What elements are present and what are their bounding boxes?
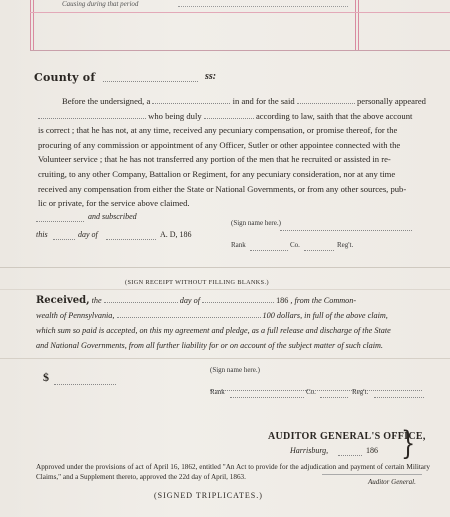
blank-field	[38, 110, 146, 119]
payment-rank-blank	[230, 389, 304, 398]
receipt-from: , from the Common-	[290, 296, 357, 305]
co-blank	[304, 242, 334, 251]
ledger-rule	[30, 0, 31, 50]
receipt-dollars: 100 dollars, in full of the above claim,	[262, 311, 388, 320]
affidavit-line: who being duly	[148, 110, 202, 121]
sign-receipt-note: (SIGN RECEIPT WITHOUT FILLING BLANKS.)	[125, 279, 269, 286]
blank-field	[202, 294, 274, 303]
affidavit-line: cruiting, to any other Company, Battalion or Regiment, for any pecuniary consideration, nor at any time	[38, 168, 396, 179]
affidavit-line: Before the undersigned, a	[62, 96, 151, 106]
ledger-rule	[358, 0, 359, 50]
affidavit-line: received any compensation from either the State or National Governments, or from any other sources, pub-	[38, 183, 407, 194]
auditor-office-title: AUDITOR GENERAL'S OFFICE,	[268, 431, 426, 442]
signed-triplicates: (SIGNED TRIPLICATES.)	[154, 491, 263, 500]
top-partial-text: Causing during that period	[62, 0, 139, 8]
payment-co-blank	[320, 389, 348, 398]
affidavit-line: is correct ; that he has not, at any time, received any pecuniary compensation, or promise thereof, for the	[38, 125, 398, 136]
blank-field	[104, 294, 178, 303]
payment-sign-label: (Sign name here.)	[210, 366, 260, 374]
ledger-rule	[30, 50, 450, 51]
separator-rule	[0, 267, 450, 268]
receipt-wealth: wealth of Pennsylvania,	[36, 311, 115, 320]
separator-rule	[0, 289, 450, 290]
affidavit-line: procuring of any commission or appointment of any Officer, Sutler or other appointee connected with the	[38, 139, 401, 150]
amount-blank	[54, 376, 116, 385]
receipt-day-of: day of	[179, 296, 200, 305]
receipt-the: the	[91, 296, 102, 305]
blank-field	[152, 95, 230, 104]
brace-mark: }	[401, 424, 416, 462]
sign-name-label: (Sign name here.)	[231, 219, 281, 227]
ad-label: A. D, 186	[160, 230, 192, 239]
county-blank	[103, 73, 198, 82]
affidavit-text	[38, 94, 430, 211]
approved-text: Approved under the provisions of act of April 16, 1862, entitled "An Act to provide for the adjudication and payment of certain Military Claims," and a Supplement thereto, approved the 22d day of April, 1863.	[36, 463, 430, 481]
dollar-sign: $	[43, 370, 49, 384]
and-subscribed: and subscribed	[88, 212, 137, 221]
county-heading: County of	[34, 71, 96, 84]
ss-mark: ss:	[205, 71, 217, 82]
receipt-text	[36, 293, 434, 353]
blank-field	[297, 95, 355, 104]
ledger-rule	[33, 0, 34, 50]
separator-rule	[0, 358, 450, 359]
affidavit-line: according to law, saith that the above account	[255, 110, 413, 121]
payment-regt-blank	[374, 389, 424, 398]
day-of-label: day of	[78, 230, 98, 239]
regt-label: Reg't.	[337, 241, 354, 249]
affidavit-line: lic or private, for the service above claimed.	[38, 198, 190, 209]
payment-rank-label: Rank	[210, 388, 225, 396]
signature-blank	[280, 222, 412, 231]
sworn-blank	[36, 213, 84, 222]
date-blank	[338, 447, 362, 456]
office-year: 186	[366, 446, 378, 455]
this-label: this	[36, 230, 48, 239]
affidavit-line: Volunteer service ; that he has not transferred any portion of the men that he recruited or assisted in re-	[38, 154, 391, 165]
rank-label: Rank	[231, 241, 246, 249]
affidavit-line: in and for the said	[232, 96, 295, 106]
co-label: Co.	[290, 241, 300, 249]
auditor-general-label: Auditor General.	[368, 478, 416, 486]
top-blank	[178, 6, 348, 7]
receipt-line: which sum so paid is accepted, on this my agreement and pledge, as a full release and discharge of the State	[36, 326, 391, 335]
month-blank	[106, 231, 156, 240]
day-blank	[53, 231, 75, 240]
affidavit-line: personally appeared	[356, 96, 426, 106]
auditor-signature-line	[322, 474, 422, 475]
ledger-rule	[30, 12, 450, 13]
ledger-rule	[355, 0, 356, 50]
rank-blank	[250, 242, 288, 251]
blank-field	[204, 110, 254, 119]
blank-field	[117, 309, 261, 318]
harrisburg-label: Harrisburg,	[290, 446, 329, 455]
payment-regt-label: Reg't.	[352, 388, 369, 396]
receipt-year: 186	[276, 296, 289, 305]
received-word: Received,	[36, 295, 90, 306]
payment-co-label: Co.	[306, 388, 316, 396]
receipt-line: and National Governments, from all further liability for or on account of the subject matter of such claim.	[36, 341, 383, 350]
